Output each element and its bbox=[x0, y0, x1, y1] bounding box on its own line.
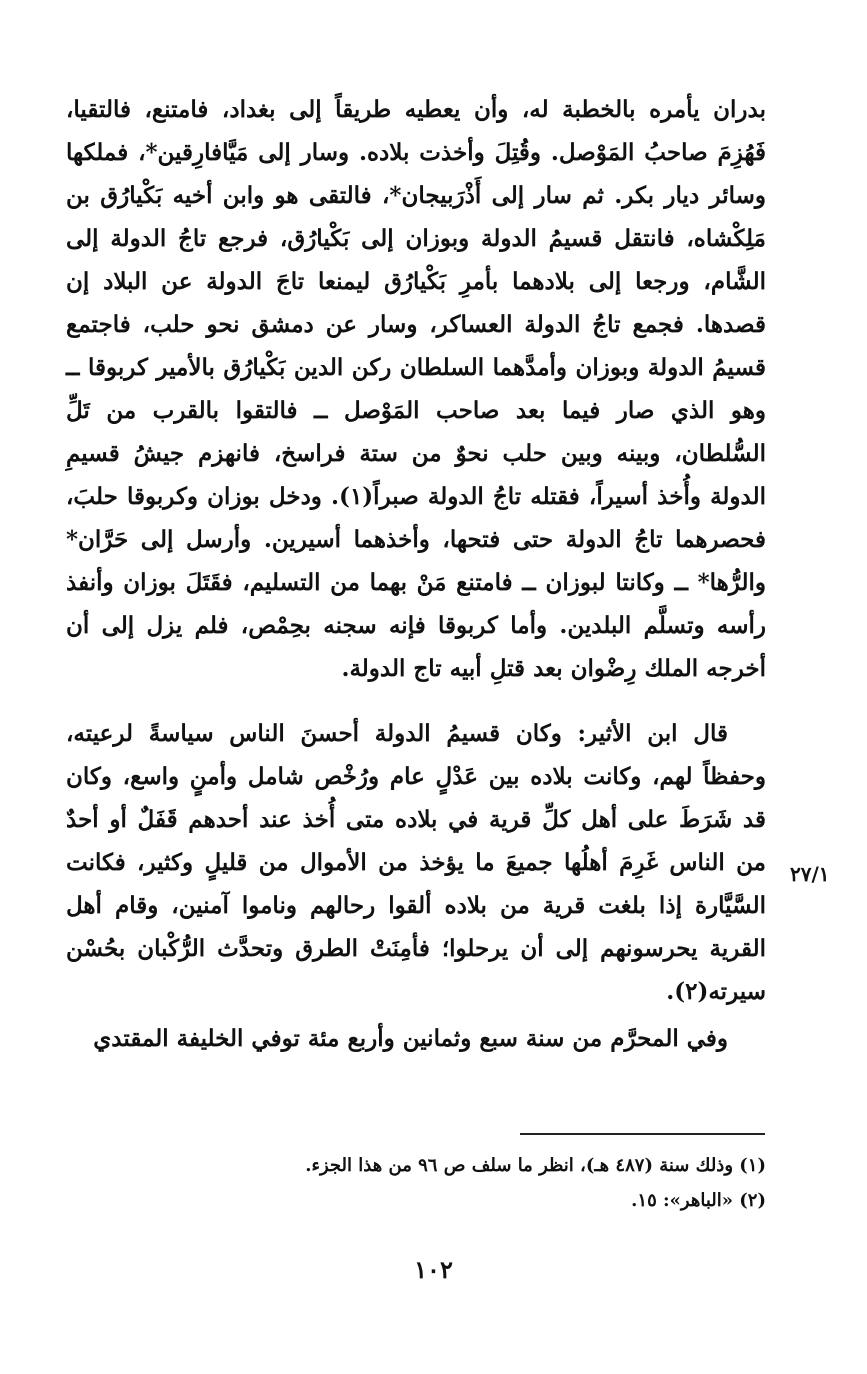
main-text bbox=[66, 88, 766, 1060]
footnotes bbox=[66, 1148, 766, 1218]
margin-reference: ٢٧/١ bbox=[790, 862, 830, 886]
footnote: (١) وذلك سنة (٤٨٧ هـ)، انظر ما سلف ص ٩٦ من هذا الجزء. bbox=[305, 1155, 766, 1176]
footnote-divider bbox=[520, 1133, 765, 1135]
footnote: (٢) «الباهر»: ١٥. bbox=[631, 1190, 766, 1211]
paragraph: بدران يأمره بالخطبة له، وأن يعطيه طريقاً إلى بغداد، فامتنع، فالتقيا، فَهُزِمَ صاحبُ المَوْصل. وقُتِلَ وأخذت بلاده. وسار إلى مَيَّافارِقين*، فملكها وسائر ديار بكر. ثم سار إلى أَذْرَبيجان*، فالتقى هو وابن أخيه بَكْيارُق بن مَلِكْشاه، فانتقل قسيمُ الدولة وبوزان إلى بَكْيارُق، فرجع تاجُ الدولة إلى الشَّام، ورجعا إلى بلادهما بأمرِ بَكْيارُق ليمنعا تاجَ الدولة عن البلاد إن قصدها. فجمع تاجُ الدولة العساكر، وسار عن دمشق نحو حلب، فاجتمع قسيمُ الدولة وبوزان وأمدَّهما السلطان ركن الدين بَكْيارُق بالأمير كربوقا ــ وهو الذي صار فيما بعد صاحب المَوْصل ــ فالتقوا بالقرب من تَلِّ السُّلطان، وبينه وبين حلب نحوٌ من ستة فراسخ، فانهزم جيشُ قسيمِ الدولة وأُخذ أسيراً، فقتله تاجُ الدولة صبراً(١). ودخل بوزان وكربوقا حلبَ، فحصرهما تاجُ الدولة حتى فتحها، وأخذهما أسيرين. وأرسل إلى حَرَّان* والرُّها* ــ وكانتا لبوزان ــ فامتنع مَنْ بهما من التسليم، فقَتَلَ بوزان وأنفذ رأسه وتسلَّم البلدين. وأما كربوقا فإنه سجنه بحِمْص، فلم يزل إلى أن أخرجه الملك رِضْوان بعد قتلِ أبيه تاج الدولة. bbox=[66, 96, 766, 682]
paragraph: قال ابن الأثير: وكان قسيمُ الدولة أحسنَ الناس سياسةً لرعيته، وحفظاً لهم، وكانت بلاده بين عَدْلٍ عام ورُخْص شامل وأمنٍ واسع، وكان قد شَرَطَ على أهل كلِّ قرية في بلاده متى أُخذ عند أحدهم قَفَلٌ أو أحدٌ من الناس غَرِمَ أهلُها جميعَ ما يؤخذ من الأموال من قليلٍ وكثير، فكانت السَّيَّارة إذا بلغت قرية من بلاده ألقوا رحالهم وناموا آمنين، وقام أهل القرية يحرسونهم إلى أن يرحلوا؛ فأمِنَتْ الطرق وتحدَّث الرُّكْبان بحُسْن سيرته(٢). bbox=[66, 720, 766, 1005]
paragraph: وفي المحرَّم من سنة سبع وثمانين وأربع مئة توفي الخليفة المقتدي bbox=[93, 1025, 728, 1052]
page-number: ١٠٢ bbox=[414, 1255, 453, 1284]
